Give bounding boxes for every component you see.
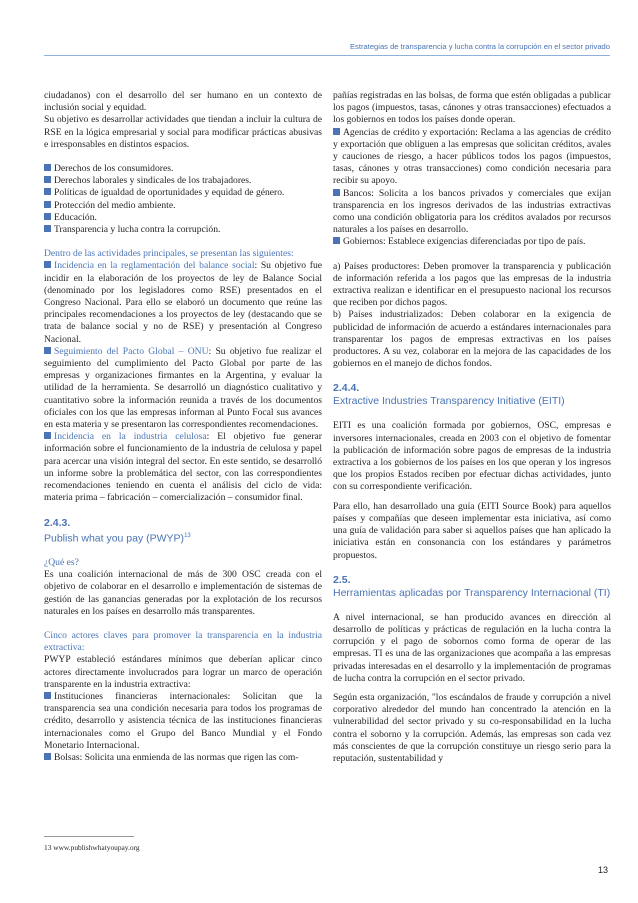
section-number: 2.5. — [333, 573, 351, 586]
list-item: Instituciones financieras internacionales: Solicitan que la transparencia sea una condición necesaria para todos los programas de crédito, desarrollo y asistencia técnica de las instituciones financieras internacionales como el Grupo del Banco Mundial y el Fondo Monetario Internacional. — [44, 691, 322, 751]
paragraph: Para ello, han desarrollado una guía (EITI Source Book) para aquellos países y compañías que deseen implementar esta iniciativa, así como una guía de validación para saber si aquellos países que han aplicado la iniciativa están en consonancia con los estándares y parámetros propuestos. — [333, 500, 611, 561]
bullet-square-icon — [44, 692, 51, 699]
bullet-square-icon — [44, 176, 51, 183]
activity-item: Incidencia en la reglamentación del balance social: Su objetivo fue incidir en la elaboración de los proyectos de ley de Balance Social (denominado por los legisladores como RSE) presentados en el Congreso Nacional. Para ello se elaboró un documento que reúne las principales recomendaciones a los proyectos de ley (destacando que se trata de balance social y no de RSE) y presentación al Congreso Nacional. — [44, 260, 323, 345]
rse-bullet-list — [44, 163, 322, 236]
footnote: 13 www.publishwhatyoupay.org — [44, 843, 140, 852]
running-header: Estrategias de transparencia y lucha contra la corrupción en el sector privado — [349, 42, 610, 51]
activity-title: Seguimiento del Pacto Global – ONU — [54, 345, 209, 357]
activity-title: Incidencia en la reglamentación del balance social — [54, 260, 255, 272]
paragraph: Es una coalición internacional de más de 300 OSC creada con el objetivo de colaborar en el desarrollo e implementación de sistemas de gestión de las ganancias generadas por la explotación de los recursos naturales en los países en desarrollo más transparentes. — [44, 569, 322, 617]
footnote-rule — [44, 836, 134, 837]
activity-item: Seguimiento del Pacto Global – ONU: Su objetivo fue realizar el seguimiento del cumplimiento del Pacto Global por parte de las empresas y organizaciones firmantes en la Argentina, y evaluar la utilidad de la herramienta. Se desarrolló un diagnóstico cualitativo y cuantitativo sobre la información reunida a través de los documentos oficiales con los que las empresas informan al Punto Focal sus avances en esta materia y se presentaron las correspondientes recomendaciones. — [44, 345, 322, 431]
paragraph: Según esta organización, "los escándalos de fraude y corrupción a nivel corporativo alrededor del mundo han concentrado la atención en la vulnerabilidad del sector privado y su co-responsabilidad en la lucha contra el soborno y la corrupción. Además, las empresas son cada vez más conscientes de que la corrupción constituye un riesgo serio para la reputación, sustentabilidad y — [333, 691, 611, 764]
section-number: 2.4.3. — [44, 516, 71, 529]
paragraph: PWYP estableció estándares mínimos que deberían aplicar cinco actores directamente involucrados para lograr un marco de operación transparente en la industria extractiva: — [44, 654, 322, 690]
section-title: Herramientas aplicadas por Transparency Internacional (TI) — [333, 586, 611, 599]
list-item: Agencias de crédito y exportación: Reclama a las agencias de crédito y exportación que obliguen a las empresas que solicitan créditos, avales y cauciones de riesgo, a hacer públicos todos los pagos (impuestos, tasas, cánones y otras transacciones) como condición necesaria para recibir su apoyo. — [333, 126, 611, 187]
bullet-square-icon — [44, 164, 51, 171]
paragraph: pañías registradas en las bolsas, de forma que estén obligadas a publicar los pagos (impuestos, tasas, cánones y otras transacciones) efectuados a los gobiernos en todos los países donde operan. — [333, 90, 611, 126]
bullet-square-icon — [44, 753, 51, 760]
paragraph: b) Países industrializados: Deben colaborar en la exigencia de publicidad de información de acuerdo a estándares internacionales para transparentar los pagos de empresas extractivas en los países productores. A su vez, colaborar en la mejora de las capacidades de los gobiernos en el manejo de dichos fondos. — [333, 309, 611, 370]
bullet-square-icon — [333, 128, 340, 135]
section-title: Publish what you pay (PWYP)$^{13}$ — [44, 532, 191, 544]
bullet-square-icon — [44, 188, 51, 195]
paragraph: a) Países productores: Deben promover la transparencia y publicación de información referida a los pagos que las empresas de la industria extractiva realizan e identificar en el presupuesto nacional los recursos que reciben por dichos pagos. — [333, 260, 611, 309]
intro-paragraph: ciudadanos) con el desarrollo del ser humano en un contexto de inclusión social y equidad. — [44, 90, 322, 114]
intro-paragraph: Su objetivo es desarrollar actividades que tiendan a incluir la cultura de RSE en la lógica empresarial y social para modificar prácticas abusivas e irresponsables en distintos espacios. — [44, 114, 322, 150]
bullet-square-icon — [44, 201, 51, 208]
activities-intro: Dentro de las actividades principales, se presentan las siguientes: — [44, 248, 294, 260]
subheading: ¿Qué es? — [44, 557, 79, 568]
list-item: Políticas de igualdad de oportunidades y equidad de género. — [44, 187, 322, 199]
bullet-square-icon — [44, 213, 51, 220]
bullet-square-icon — [333, 237, 340, 244]
bullet-square-icon — [44, 347, 51, 354]
bullet-square-icon — [44, 261, 51, 268]
bullet-square-icon — [333, 189, 340, 196]
page-number: 13 — [597, 865, 608, 875]
list-item: Protección del medio ambiente. — [44, 200, 322, 212]
left-column — [44, 90, 322, 764]
paragraph: A nivel internacional, se han producido avances en dirección al desarrollo de políticas y prácticas de regulación en la lucha contra la corrupción y el pago de sobornos como forma de operar de las empresas. TI es una de las organizaciones que acompaña a las empresas privadas interesadas en el desarrollo y la implementación de programas de lucha contra la corrupción en el sector privado. — [333, 611, 611, 684]
bullet-square-icon — [44, 432, 51, 439]
section-number: 2.4.4. — [333, 382, 360, 395]
list-item: Bolsas: Solicita una enmienda de las normas que rigen las com- — [44, 752, 322, 764]
activity-item: Incidencia en la industria celulosa: El objetivo fue generar información sobre el funcionamiento de la industria de celulosa y papel para acercar una visión integral del sector. En este sentido, se desarrolló un informe sobre la problemática del sector, con las correspondientes recomendaciones teniendo en cuenta el análisis del ciclo de vida: materia prima – fabricación – comercialización – consumidor final. — [44, 431, 322, 504]
header-rule — [44, 55, 610, 56]
list-item: Bancos: Solicita a los bancos privados y comerciales que exijan transparencia en los ingresos derivados de las industrias extractivas como una condición obligatoria para los créditos avalados por recursos naturales a los países en desarrollo. — [333, 187, 611, 236]
list-item: Derechos laborales y sindicales de los trabajadores. — [44, 175, 322, 187]
list-item: Transparencia y lucha contra la corrupción. — [44, 224, 322, 236]
section-title: Extractive Industries Transparency Initiative (EITI) — [333, 395, 565, 408]
right-column — [333, 90, 611, 765]
bullet-square-icon — [44, 225, 51, 232]
list-item: Educación. — [44, 212, 322, 224]
paragraph: EITI es una coalición formada por gobiernos, OSC, empresas e inversores internacionales, creada en 2003 con el objetivo de fomentar la publicación de información sobre pagos de empresas de la industria extractiva a los gobiernos de los países en los que operan y los ingresos que los propios Estados reciben por efectuar dichas actividades, junto con su correspondiente verificación. — [333, 420, 611, 493]
list-item: Derechos de los consumidores. — [44, 163, 322, 175]
activity-title: Incidencia en la industria celulosa — [54, 431, 207, 443]
footnote-ref: 13 — [184, 532, 191, 539]
list-item: Gobiernos: Establece exigencias diferenciadas por tipo de país. — [333, 236, 611, 248]
subheading: Cinco actores claves para promover la transparencia en la industria extractiva: — [44, 630, 322, 654]
